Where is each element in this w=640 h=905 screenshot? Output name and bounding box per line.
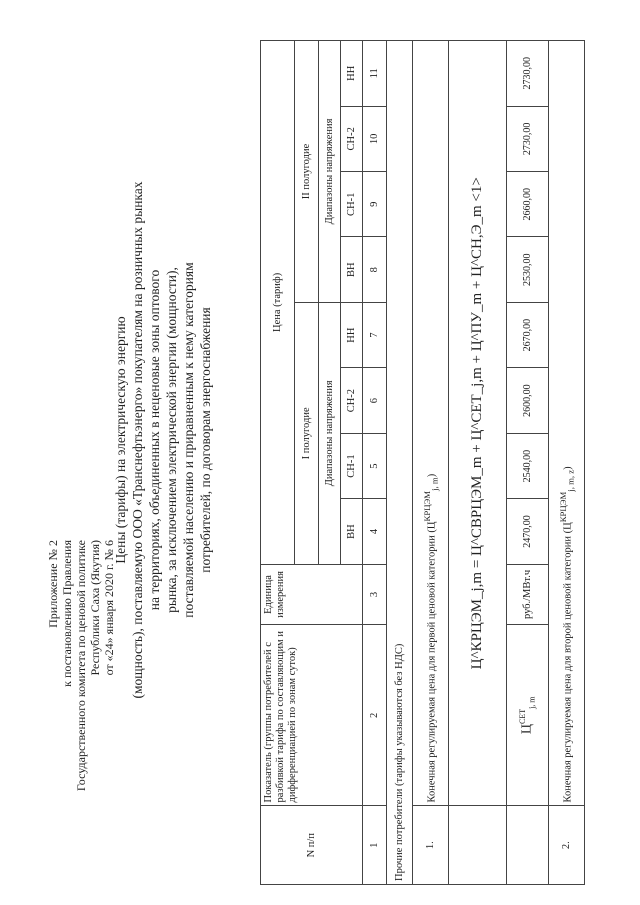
appendix-line: Республики Саха (Якутия)	[88, 540, 102, 676]
col-number: 10	[363, 106, 387, 171]
row2-label-cell: Конечная регулируемая цена для второй ценовой категории $(Ц^{КРЦЭМ}_{j, m, z})$	[549, 41, 585, 806]
col-number: 6	[363, 368, 387, 433]
set-label	[507, 625, 549, 806]
formula-cell	[449, 41, 507, 806]
header-half1: I полугодие	[295, 302, 319, 564]
document-title	[112, 160, 214, 720]
set-blank	[507, 806, 549, 885]
level-vn-1: ВН	[341, 499, 363, 564]
row2-label: Конечная регулируемая цена для второй ценовой категории	[562, 536, 574, 803]
level-nn-1: НН	[341, 302, 363, 367]
value-cell: 2730,00	[507, 41, 549, 107]
appendix-block	[46, 540, 116, 860]
title-line: Цены (тарифы) на электрическую энергию	[113, 316, 128, 564]
row1-label-cell: Конечная регулируемая цена для первой ценовой категории $(Ц^{КРЦЭМ}_{j, m})$	[413, 41, 449, 806]
header-num: N п/п	[261, 806, 363, 885]
level-sn1-2: СН-1	[341, 172, 363, 237]
col-number: 7	[363, 302, 387, 367]
row1-label: Конечная регулируемая цена для первой ценовой категории	[426, 535, 438, 803]
header-price: Цена (тариф)	[261, 41, 295, 565]
row2-symbol-sub: j, m, z	[565, 469, 576, 492]
level-sn2-2: СН-2	[341, 106, 363, 171]
title-line: на территориях, объединенных в неценовые зоны оптового	[147, 269, 162, 611]
value-cell: 2540,00	[507, 433, 549, 498]
appendix-line: Государственного комитета по ценовой политике	[74, 540, 88, 792]
header-ranges2: Диапазоны напряжения	[319, 41, 341, 303]
col-number: 5	[363, 433, 387, 498]
col-number: 3	[363, 564, 387, 624]
value-cell: 2670,00	[507, 302, 549, 367]
header-half2: II полугодие	[295, 41, 319, 303]
row2-symbol-sup: КРЦЭМ	[557, 491, 568, 523]
appendix-line: от «24» января 2020 г. № 6	[102, 540, 116, 676]
row2-num: 2.	[549, 806, 585, 885]
level-nn-2: НН	[341, 41, 363, 107]
row1-symbol-sub: j, m	[429, 477, 440, 491]
title-line: (мощность), поставляемую ООО «Транснефтьэнерго» покупателям на розничных рынках	[130, 181, 145, 699]
appendix-line: Приложение № 2	[46, 540, 60, 628]
col-number: 4	[363, 499, 387, 564]
level-sn1-1: СН-1	[341, 433, 363, 498]
row1-symbol: Ц	[426, 521, 438, 530]
value-cell: 2730,00	[507, 106, 549, 171]
title-line: рынка, за исключением электрической энергии (мощности),	[164, 267, 179, 613]
title-line: потребителей, по договорам энергоснабжения	[198, 307, 213, 573]
col-number: 1	[363, 806, 387, 885]
col-number: 11	[363, 41, 387, 107]
value-cell: 2470,00	[507, 499, 549, 564]
section-row: Прочие потребители (тарифы указываются без НДС)	[387, 41, 413, 885]
col-number: 8	[363, 237, 387, 302]
set-unit: руб./МВт.ч	[507, 564, 549, 624]
row1-symbol-sup: КРЦЭМ	[421, 490, 432, 522]
header-ranges1: Диапазоны напряжения	[319, 302, 341, 564]
col-number: 9	[363, 172, 387, 237]
header-indicator: Показатель (группы потребителей с разбивкой тарифа по составляющим и дифференциацией по зонам суток)	[261, 625, 363, 806]
row1-num: 1.	[413, 806, 449, 885]
row2-symbol: Ц	[562, 522, 574, 530]
set-symbol-sub: j, m	[527, 696, 537, 709]
header-unit: Единица измерения	[261, 564, 363, 624]
set-symbol-sup: СЕТ	[518, 708, 528, 725]
tariff-table	[260, 40, 585, 885]
value-cell: 2660,00	[507, 172, 549, 237]
set-symbol: Ц	[519, 724, 535, 735]
col-number: 2	[363, 625, 387, 806]
formula-blank	[449, 806, 507, 885]
title-line: поставляемой населению и приравненным к нему категориям	[181, 262, 196, 618]
appendix-line: к постановлению Правления	[60, 540, 74, 687]
level-sn2-1: СН-2	[341, 368, 363, 433]
formula-text: Ц^КРЦЭМ_j,m = Ц^СВРЦЭМ_m + Ц^СЕТ_j,m + Ц^ПУ_m + Ц^СН,Э_m <1>	[469, 177, 485, 670]
level-vn-2: ВН	[341, 237, 363, 302]
value-cell: 2530,00	[507, 237, 549, 302]
value-cell: 2600,00	[507, 368, 549, 433]
